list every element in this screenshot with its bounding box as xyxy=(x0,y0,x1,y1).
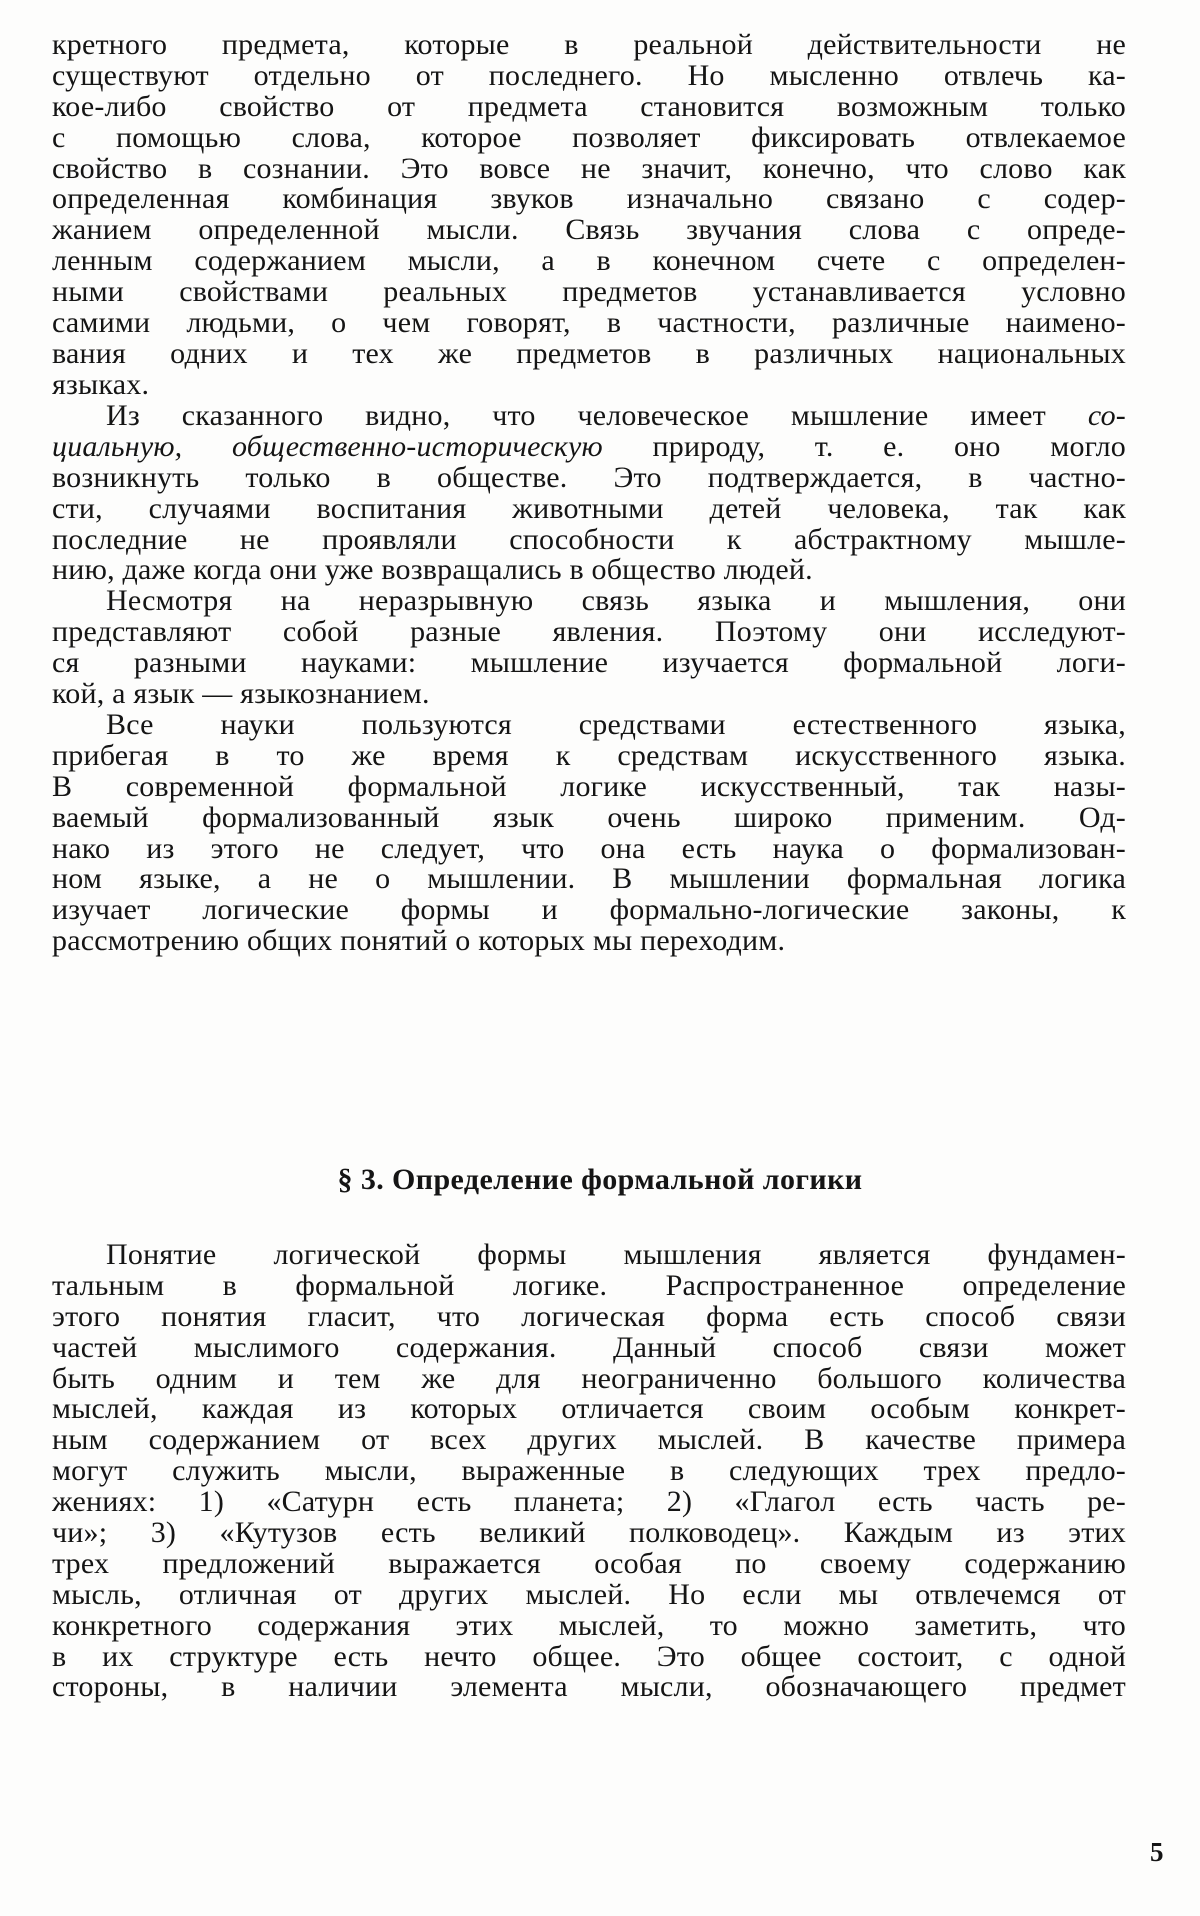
text-line: тальным в формальной логике. Распространенное определение xyxy=(52,1268,1126,1302)
text-line: свойство в сознании. Это вовсе не значит, конечно, что слово как xyxy=(52,151,1126,185)
text-line: конкретного содержания этих мыслей, то можно заметить, что xyxy=(52,1608,1126,1642)
text-line: этого понятия гласит, что логическая форма есть способ связи xyxy=(52,1299,1126,1333)
text-line: Понятие логической формы мышления является фундамен- xyxy=(106,1238,1126,1271)
text-line: ся разными науками: мышление изучается формальной логи- xyxy=(52,645,1126,679)
text-line: трех предложений выражается особая по своему содержанию xyxy=(52,1546,1126,1580)
text-line: последние не проявляли способности к абстрактному мышле- xyxy=(52,522,1126,556)
text-line: прибегая в то же время к средствам искусственного языка. xyxy=(52,738,1126,772)
paragraph-5 xyxy=(52,1240,1126,1703)
text-line xyxy=(52,429,1126,463)
text-line: кой, а язык — языкознанием. xyxy=(52,676,430,710)
text-line: быть одним и тем же для неограниченно большого количества xyxy=(52,1361,1126,1395)
text-line: ными свойствами реальных предметов устанавливается условно xyxy=(52,275,1126,309)
text-line: стороны, в наличии элемента мысли, обозначающего предмет xyxy=(52,1670,1126,1704)
text-line: частей мыслимого содержания. Данный способ связи может xyxy=(52,1330,1126,1364)
text-line: вания одних и тех же предметов в различных национальных xyxy=(52,336,1126,370)
page-number: 5 xyxy=(1150,1837,1164,1867)
section-heading: § 3. Определение формальной логики xyxy=(337,1163,863,1196)
text-line: ленным содержанием мысли, а в конечном счете с определен- xyxy=(52,244,1126,278)
text-line: в их структуре есть нечто общее. Это общее состоит, с одной xyxy=(52,1639,1126,1673)
text-line: ном языке, а не о мышлении. В мышлении формальная логика xyxy=(52,862,1126,896)
text-line: нако из этого не следует, что она есть наука о формализован- xyxy=(52,831,1126,865)
text-line: определенная комбинация звуков изначально связано с содер- xyxy=(52,182,1126,216)
paragraph-1 xyxy=(52,30,1126,401)
text-line: В современной формальной логике искусственный, так назы- xyxy=(52,769,1126,803)
text-segment: природу, т. е. оно могло xyxy=(652,429,1126,463)
text-line: ваемый формализованный язык очень широко применим. Од- xyxy=(52,800,1126,834)
paragraph-3 xyxy=(52,586,1126,710)
text-line: языках. xyxy=(52,367,150,401)
text-line: Все науки пользуются средствами естественного языка, xyxy=(106,708,1126,741)
paragraph-4 xyxy=(52,710,1126,957)
text-line: кретного предмета, которые в реальной действительности не xyxy=(52,28,1126,61)
text-line: кое-либо свойство от предмета становится возможным только xyxy=(52,89,1126,123)
text-line: могут служить мысли, выраженные в следующих трех предло- xyxy=(52,1454,1126,1488)
text-line: сти, случаями воспитания животными детей человека, так как xyxy=(52,491,1126,525)
text-line: возникнуть только в обществе. Это подтверждается, в частно- xyxy=(52,460,1126,494)
text-line xyxy=(52,401,1126,432)
italic-term: циальную, общественно-историческую xyxy=(52,429,603,463)
text-line: представляют собой разные явления. Поэтому они исследуют- xyxy=(52,614,1126,648)
text-line: жениях: 1) «Сатурн есть планета; 2) «Глагол есть часть ре- xyxy=(52,1485,1126,1519)
text-segment: Из сказанного видно, что человеческое мышление имеет xyxy=(106,399,1046,432)
italic-term: со- xyxy=(1087,399,1126,432)
text-line: рассмотрению общих понятий о которых мы переходим. xyxy=(52,924,786,958)
text-line: самими людьми, о чем говорят, в частности, различные наимено- xyxy=(52,306,1126,340)
text-line: ным содержанием от всех других мыслей. В качестве примера xyxy=(52,1423,1126,1457)
text-line: чи»; 3) «Кутузов есть великий полководец». Каждым из этих xyxy=(52,1516,1126,1550)
text-line: Несмотря на неразрывную связь языка и мышления, они xyxy=(106,584,1126,617)
text-line: нию, даже когда они уже возвращались в общество людей. xyxy=(52,553,813,587)
text-line: мыслей, каждая из которых отличается своим особым конкрет- xyxy=(52,1392,1126,1426)
text-line: существуют отдельно от последнего. Но мысленно отвлечь ка- xyxy=(52,58,1126,92)
paragraph-2 xyxy=(52,401,1126,586)
text-line: с помощью слова, которое позволяет фиксировать отвлекаемое xyxy=(52,120,1126,154)
text-line: мысль, отличная от других мыслей. Но если мы отвлечемся от xyxy=(52,1577,1126,1611)
text-line: жанием определенной мысли. Связь звучания слова с опреде- xyxy=(52,213,1126,247)
text-line: изучает логические формы и формально-логические законы, к xyxy=(52,893,1126,927)
